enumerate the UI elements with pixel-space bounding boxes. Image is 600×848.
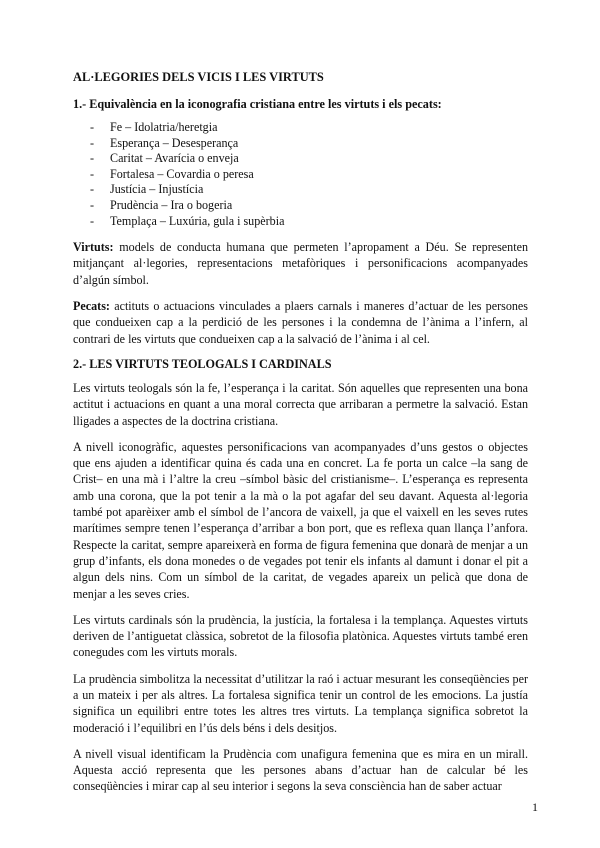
paragraph: Les virtuts cardinals són la prudència, la justícia, la fortalesa i la templança. Aquestes virtuts deriven de l’antiguetat clàssica, sobretot de la filosofia platònica. Aquestes virtuts també eren conegudes com les virtuts morals. bbox=[73, 612, 528, 660]
list-dash: - bbox=[90, 182, 95, 197]
list-dash: - bbox=[90, 213, 95, 228]
list-item: - Templaça – Luxúria, gula i supèrbia bbox=[90, 213, 285, 228]
list-item: - Esperança – Desesperança bbox=[90, 135, 239, 150]
list-dash: - bbox=[90, 166, 95, 181]
pecats-label: Pecats: bbox=[73, 299, 110, 314]
section-1-heading: 1.- Equivalència en la iconografia cristiana entre les virtuts i els pecats: bbox=[73, 97, 442, 111]
paragraph: Les virtuts teologals són la fe, l’esperança i la caritat. Són aquelles que representen una bona actitut i actuacions en quant a una moral correcta que arribaran a permetre la salvació. Estan lligades a aspectes de la doctrina cristiana. bbox=[73, 380, 528, 428]
section-2-heading: 2.- LES VIRTUTS TEOLOGALS I CARDINALS bbox=[73, 356, 332, 371]
pecats-definition bbox=[73, 298, 528, 347]
paragraph: La prudència simbolitza la necessitat d’utilitzar la raó i actuar mesurant les conseqüències per a un mateix i per als altres. La fortalesa significa tenir un control de les emocions. La justía significa un equilibri entre totes les altres tres virtuts. La templança significa sobretot la moderació i l’equilibri en l’ús dels béns i dels desitjos. bbox=[73, 671, 528, 735]
virtue-sin-list bbox=[73, 120, 528, 229]
list-dash: - bbox=[90, 120, 95, 134]
list-dash: - bbox=[90, 151, 95, 166]
page-number: 1 bbox=[532, 800, 538, 814]
list-item: - Prudència – Ira o bogeria bbox=[90, 197, 233, 212]
paragraph: A nivell visual identificam la Prudència com unafigura femenina que es mira en un mirall. Aquesta acció representa que les persones abans d’actuar han de calcular bé les conseqüències i mirar cap al seu interior i segons la seva consciència han de saber actuar bbox=[73, 746, 528, 794]
pecats-text: actituts o actuacions vinculades a plaers carnals i maneres d’actuar de les persones que condueixen cap a la perdició de les persones i la condemna de l’ànima a l’infern, al contrari de les virtuts que condueixen cap a la salvació de l’ànima i al cel. bbox=[73, 299, 528, 346]
virtuts-label: Virtuts: bbox=[73, 240, 114, 255]
page-content bbox=[73, 70, 528, 805]
list-item: - Fortalesa – Covardia o peresa bbox=[90, 166, 254, 181]
list-item: - Justícia – Injustícia bbox=[90, 182, 204, 197]
document-title: AL·LEGORIES DELS VICIS I LES VIRTUTS bbox=[73, 70, 324, 84]
list-item: - Fe – Idolatria/heretgia bbox=[90, 120, 218, 134]
virtuts-definition bbox=[73, 239, 528, 288]
virtuts-text: models de conducta humana que permeten l’apropament a Déu. Se representen mitjançant al·legories, representacions metafòriques i personificacions acompanyades d’algún símbol. bbox=[73, 240, 528, 287]
list-item: - Caritat – Avarícia o enveja bbox=[90, 151, 239, 166]
list-dash: - bbox=[90, 135, 95, 150]
list-dash: - bbox=[90, 197, 95, 212]
paragraph: A nivell iconogràfic, aquestes personificacions van acompanyades d’uns gestos o objectes que ens ajuden a identificar quina és cada una en concret. La fe porta un calce –la sang de Crist– en una mà i l’altre la creu –símbol bàsic del cristianisme–. L’esperança es representa amb una corona, que la pot tenir a la mà o la pot agafar del seu davant. Aquesta al·legoria també pot aparèixer amb el símbol de l’ancora de vaixell, ja que el vaixell en les seves rutes marítimes sempre tenen l’esperança d’arribar a bon port, que es reflexa quan llança l’anfora. Respecte la caritat, sempre apareixerà en forma de figura femenina que donarà de menjar a un grup d’infants, els dona monedes o de vegades pot tenir els infants al damunt i donar el pit a algun dels nins. Com un símbol de la caritat, de vegades apareix un pelicà que dona de menjar a les seves cries. bbox=[73, 439, 528, 601]
